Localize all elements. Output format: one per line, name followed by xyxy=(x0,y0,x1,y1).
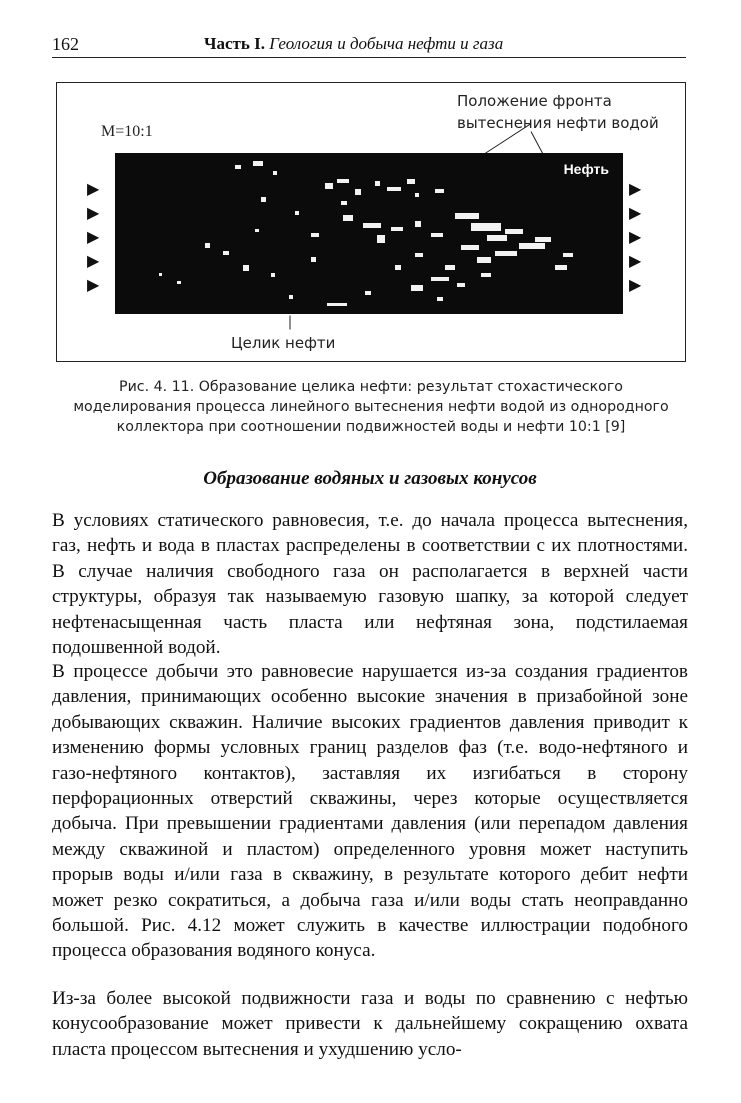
figure-frame xyxy=(56,82,686,362)
body-paragraph-1: В условиях статического равновесия, т.е. до начала процесса вытеснения, газ, нефть и вода в пластах распределены в соответствии с их плотностями. В случае наличия свободного газа он располагается в верхней части структуры, образуя так называемую газовую шапку, за которой следует нефтенасыщенная часть пласта или нефтяная зона, подстилаемая подошвенной водой. xyxy=(52,510,688,659)
figure-caption: Рис. 4. 11. Образование целика нефти: результат стохастического моделирования процесса линейного вытеснения нефти водой из однородного коллектора при соотношении подвижностей воды и нефти 10:1 [9] xyxy=(73,379,669,435)
pillar-leader-line xyxy=(290,316,291,330)
oil-label: Нефть xyxy=(563,161,609,177)
running-title xyxy=(204,34,503,54)
oil-pillar-label: Целик нефти xyxy=(231,334,336,352)
inflow-arrows xyxy=(87,177,113,297)
chapter-title: Геология и добыча нефти и газа xyxy=(269,34,504,53)
outflow-arrow-icon: ▶ xyxy=(629,179,642,198)
water-clusters xyxy=(159,161,573,306)
outflow-arrow-icon: ▶ xyxy=(629,251,642,270)
outflow-arrow-icon: ▶ xyxy=(629,275,642,294)
page-number: 162 xyxy=(52,34,79,54)
body-paragraph-2: В процессе добычи это равновесие нарушается из-за создания градиентов давления, принимающих особенно высокие значения в призабойной зоне добывающих скважин. Наличие высоких градиентов давления приводит к изменению формы условных границ разделов фаз (т.е. водо-нефтяного и газо-нефтяного контактов), заставляя их изгибаться в сторону перфорационных отверстий скважины, через которые осуществляется добыча. При превышении градиентами давления (или перепадом давления между скважиной и пластом) определенного уровня может наступить прорыв воды и/или газа в скважину, в результате которого дебит нефти может резко сократиться, а добыча газа и/или воды стать неоправданно большой. Рис. 4.12 может служить в качестве иллюстрации подобного процесса образования водяного конуса. xyxy=(52,661,688,962)
mobility-ratio-label: M=10:1 xyxy=(101,123,153,140)
displacement-simulation-image xyxy=(115,153,623,314)
inflow-arrow-icon: ▶ xyxy=(87,227,100,246)
part-label: Часть I. xyxy=(204,34,265,53)
inflow-arrow-icon: ▶ xyxy=(87,251,100,270)
outflow-arrows xyxy=(629,177,655,297)
inflow-arrow-icon: ▶ xyxy=(87,179,100,198)
simulation-pattern xyxy=(115,153,623,314)
outflow-arrow-icon: ▶ xyxy=(629,227,642,246)
page-header xyxy=(52,34,712,56)
inflow-arrow-icon: ▶ xyxy=(87,203,100,222)
front-position-label: Положение фронта вытеснения нефти водой xyxy=(457,92,659,132)
header-rule xyxy=(52,57,686,58)
section-heading: Образование водяных и газовых конусов xyxy=(203,468,537,489)
inflow-arrow-icon: ▶ xyxy=(87,275,100,294)
outflow-arrow-icon: ▶ xyxy=(629,203,642,222)
front-leader-line-2 xyxy=(531,131,544,154)
body-paragraph-3: Из-за более высокой подвижности газа и воды по сравнению с нефтью конусообразование может привести к дальнейшему сокращению охвата пласта процессом вытеснения и ухудшению усло- xyxy=(52,988,688,1060)
